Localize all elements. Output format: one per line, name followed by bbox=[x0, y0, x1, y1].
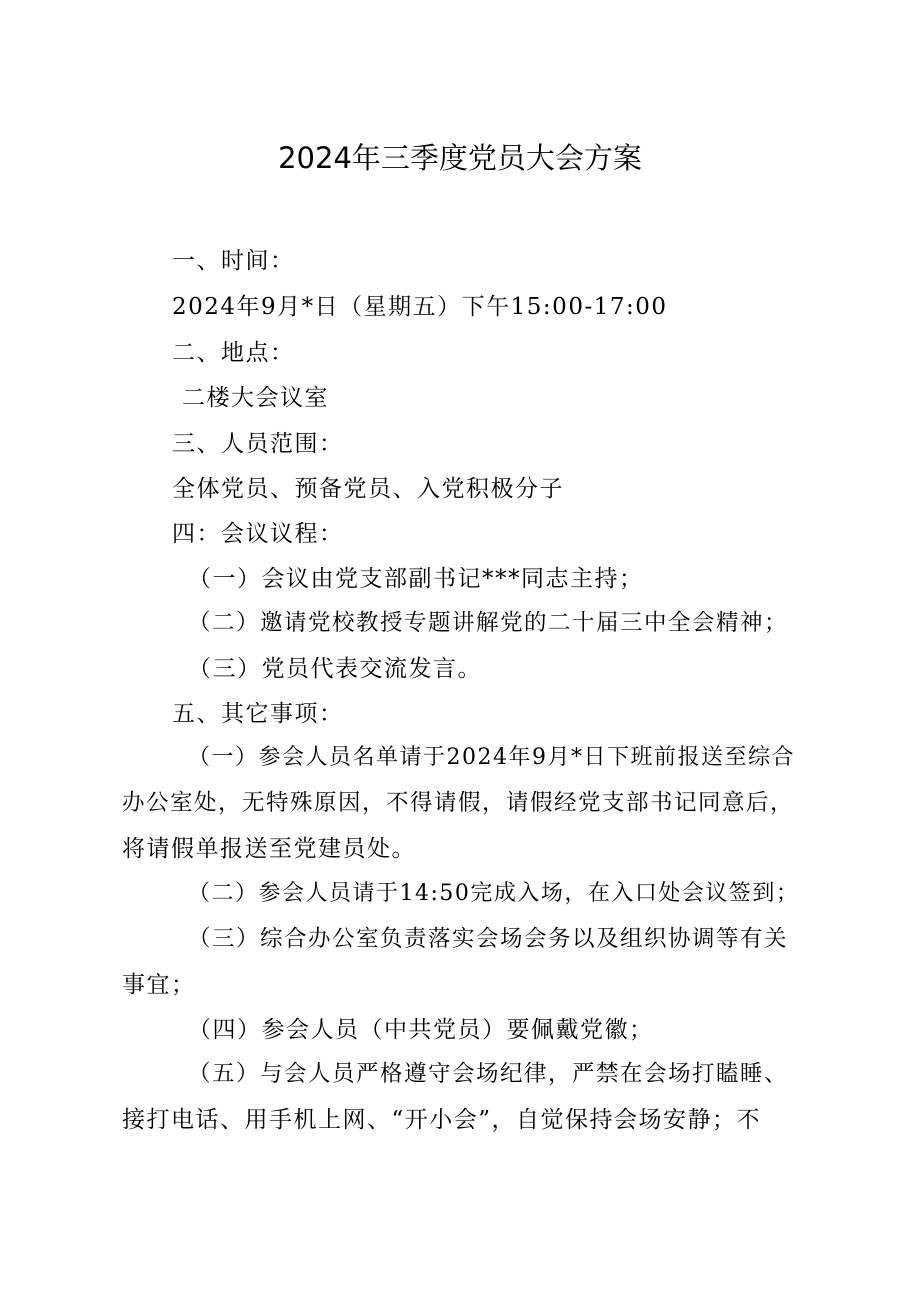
other-item-line: 接打电话、用手机上网、“开小会”，自觉保持会场安静；不 bbox=[122, 1107, 762, 1133]
place-text: 二楼大会议室 bbox=[182, 385, 329, 411]
other-item-line: （三）综合办公室负责落实会场会务以及组织协调等有关 bbox=[188, 926, 789, 952]
other-item-line: 办公室处，无特殊原因，不得请假，请假经党支部书记同意后， bbox=[122, 790, 795, 816]
agenda-item: （一）会议由党支部副书记***同志主持； bbox=[188, 566, 644, 592]
section-heading-agenda: 四：会议议程： bbox=[172, 521, 344, 547]
agenda-item: （三）党员代表交流发言。 bbox=[188, 656, 482, 682]
section-heading-other: 五、其它事项： bbox=[172, 701, 344, 727]
other-item-line: （二）参会人员请于14:50完成入场，在入口处会议签到； bbox=[188, 881, 800, 906]
other-item-line: （四）参会人员（中共党员）要佩戴党徽； bbox=[188, 1017, 654, 1043]
agenda-item: （二）邀请党校教授专题讲解党的二十届三中全会精神； bbox=[188, 610, 789, 636]
time-text: 2024年9月*日（星期五）下午15:00-17:00 bbox=[172, 294, 668, 320]
document-title: 2024年三季度党员大会方案 bbox=[278, 141, 642, 175]
section-heading-place: 二、地点： bbox=[172, 340, 295, 366]
other-item-line: （五）与会人员严格遵守会场纪律，严禁在会场打瞌睡、 bbox=[188, 1061, 789, 1087]
section-heading-time: 一、时间： bbox=[172, 248, 295, 274]
other-item-line: （一）参会人员名单请于2024年9月*日下班前报送至综合 bbox=[188, 745, 795, 770]
section-heading-attendees: 三、人员范围： bbox=[172, 431, 344, 457]
attendees-text: 全体党员、预备党员、入党积极分子 bbox=[172, 476, 564, 502]
other-item-line: 将请假单报送至党建员处。 bbox=[122, 836, 416, 862]
other-item-line: 事宜； bbox=[122, 972, 196, 998]
